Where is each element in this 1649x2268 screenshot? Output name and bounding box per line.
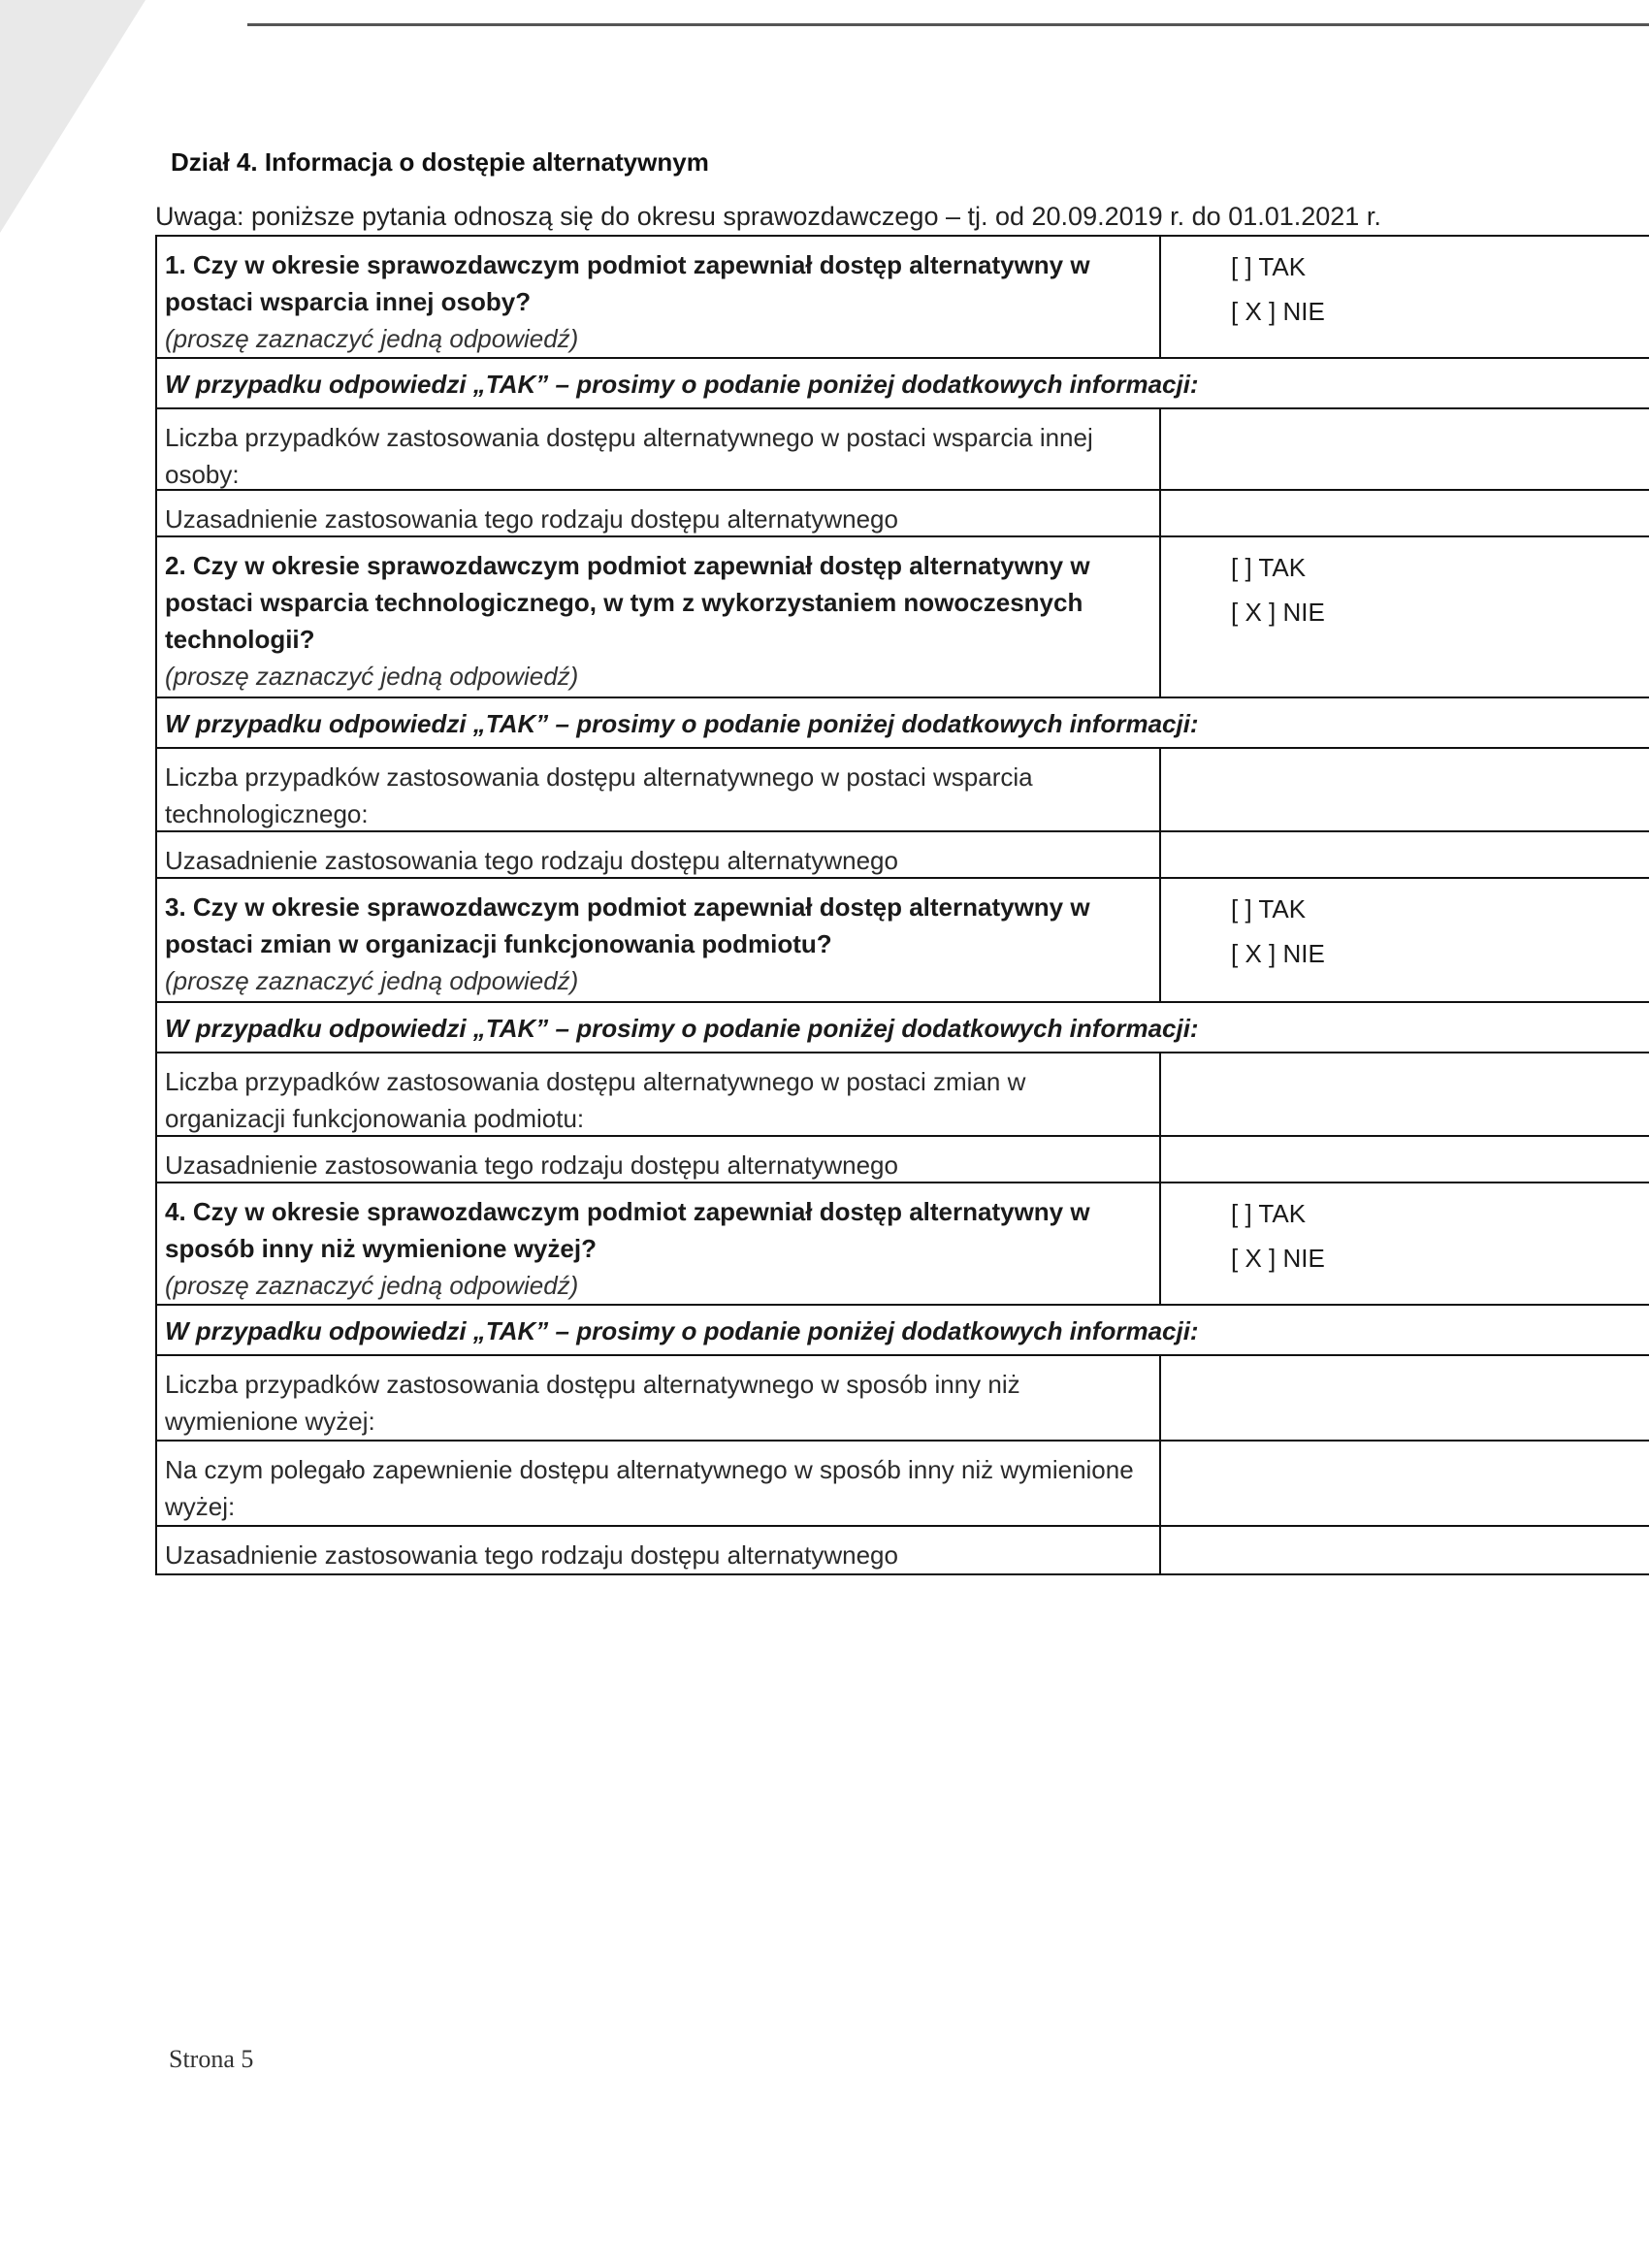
info-header-row: W przypadku odpowiedzi „TAK” – prosimy o podanie poniżej dodatkowych informacji: bbox=[157, 698, 1649, 749]
alternative-access-form bbox=[155, 235, 1649, 1575]
answer-yes-checkbox[interactable]: [ ] TAK bbox=[1231, 1199, 1307, 1228]
field-row bbox=[157, 1137, 1649, 1183]
question-text: 3. Czy w okresie sprawozdawczym podmiot zapewniał dostęp alternatywny w postaci zmian w organizacji funkcjonowania podmiotu? bbox=[165, 892, 1090, 958]
field-row bbox=[157, 832, 1649, 879]
question-text: 1. Czy w okresie sprawozdawczym podmiot zapewniał dostęp alternatywny w postaci wsparcia innej osoby? bbox=[165, 250, 1090, 316]
question-cell bbox=[157, 879, 1159, 1001]
page-number: Strona 5 bbox=[169, 2045, 254, 2073]
answer-yes-checkbox[interactable]: [ ] TAK bbox=[1231, 252, 1307, 281]
field-input[interactable] bbox=[1159, 1137, 1649, 1182]
answer-no-checkbox[interactable]: [ X ] NIE bbox=[1231, 1244, 1325, 1273]
field-row bbox=[157, 1356, 1649, 1442]
field-label: Liczba przypadków zastosowania dostępu alternatywnego w sposób inny niż wymienione wyżej: bbox=[165, 1370, 1020, 1436]
field-row bbox=[157, 409, 1649, 491]
field-input[interactable] bbox=[1159, 832, 1649, 877]
field-row bbox=[157, 1527, 1649, 1575]
question-row-1 bbox=[157, 237, 1649, 359]
field-label: Liczba przypadków zastosowania dostępu alternatywnego w postaci zmian w organizacji funkcjonowania podmiotu: bbox=[165, 1067, 1026, 1133]
scan-folded-corner bbox=[0, 0, 146, 233]
field-label: Uzasadnienie zastosowania tego rodzaju dostępu alternatywnego bbox=[165, 1150, 898, 1180]
reporting-period-note: Uwaga: poniższe pytania odnoszą się do okresu sprawozdawczego – tj. od 20.09.2019 r. do 01.01.2021 r. bbox=[155, 202, 1381, 231]
question-row-3 bbox=[157, 879, 1649, 1003]
field-input[interactable] bbox=[1159, 1053, 1649, 1135]
question-hint: (proszę zaznaczyć jedną odpowiedź) bbox=[165, 1271, 579, 1300]
question-row-2 bbox=[157, 537, 1649, 698]
question-hint: (proszę zaznaczyć jedną odpowiedź) bbox=[165, 966, 579, 995]
answer-yes-checkbox[interactable]: [ ] TAK bbox=[1231, 553, 1307, 582]
answer-no-checkbox[interactable]: [ X ] NIE bbox=[1231, 297, 1325, 326]
field-row bbox=[157, 1442, 1649, 1527]
field-input[interactable] bbox=[1159, 749, 1649, 830]
field-label: Liczba przypadków zastosowania dostępu alternatywnego w postaci wsparcia technologicznego: bbox=[165, 762, 1033, 828]
field-row bbox=[157, 749, 1649, 832]
field-label: Liczba przypadków zastosowania dostępu alternatywnego w postaci wsparcia innej osoby: bbox=[165, 423, 1093, 489]
field-label: Uzasadnienie zastosowania tego rodzaju dostępu alternatywnego bbox=[165, 846, 898, 875]
field-row bbox=[157, 1053, 1649, 1137]
question-cell bbox=[157, 1183, 1159, 1304]
answer-yes-checkbox[interactable]: [ ] TAK bbox=[1231, 894, 1307, 923]
info-header-row: W przypadku odpowiedzi „TAK” – prosimy o podanie poniżej dodatkowych informacji: bbox=[157, 1003, 1649, 1053]
field-input[interactable] bbox=[1159, 409, 1649, 489]
answer-no-checkbox[interactable]: [ X ] NIE bbox=[1231, 939, 1325, 968]
question-text: 4. Czy w okresie sprawozdawczym podmiot zapewniał dostęp alternatywny w sposób inny niż wymienione wyżej? bbox=[165, 1197, 1090, 1263]
question-text: 2. Czy w okresie sprawozdawczym podmiot zapewniał dostęp alternatywny w postaci wsparcia technologicznego, w tym z wykorzystaniem nowoczesnych technologii? bbox=[165, 551, 1090, 654]
field-input[interactable] bbox=[1159, 491, 1649, 535]
answer-cell bbox=[1159, 237, 1649, 357]
field-label: Uzasadnienie zastosowania tego rodzaju dostępu alternatywnego bbox=[165, 1540, 898, 1570]
question-hint: (proszę zaznaczyć jedną odpowiedź) bbox=[165, 662, 579, 691]
info-header-row: W przypadku odpowiedzi „TAK” – prosimy o podanie poniżej dodatkowych informacji: bbox=[157, 359, 1649, 409]
field-label: Uzasadnienie zastosowania tego rodzaju dostępu alternatywnego bbox=[165, 504, 898, 534]
info-header-row: W przypadku odpowiedzi „TAK” – prosimy o podanie poniżej dodatkowych informacji: bbox=[157, 1306, 1649, 1356]
field-input[interactable] bbox=[1159, 1356, 1649, 1440]
answer-no-checkbox[interactable]: [ X ] NIE bbox=[1231, 598, 1325, 627]
answer-cell bbox=[1159, 1183, 1649, 1304]
section-title: Dział 4. Informacja o dostępie alternatywnym bbox=[171, 147, 709, 177]
field-label: Na czym polegało zapewnienie dostępu alternatywnego w sposób inny niż wymienione wyżej: bbox=[165, 1455, 1134, 1521]
answer-cell bbox=[1159, 879, 1649, 1001]
question-hint: (proszę zaznaczyć jedną odpowiedź) bbox=[165, 324, 579, 353]
answer-cell bbox=[1159, 537, 1649, 697]
field-input[interactable] bbox=[1159, 1527, 1649, 1573]
scan-top-edge bbox=[247, 23, 1649, 26]
question-cell bbox=[157, 537, 1159, 697]
question-cell bbox=[157, 237, 1159, 357]
question-row-4 bbox=[157, 1183, 1649, 1306]
field-row bbox=[157, 491, 1649, 537]
field-input[interactable] bbox=[1159, 1442, 1649, 1525]
